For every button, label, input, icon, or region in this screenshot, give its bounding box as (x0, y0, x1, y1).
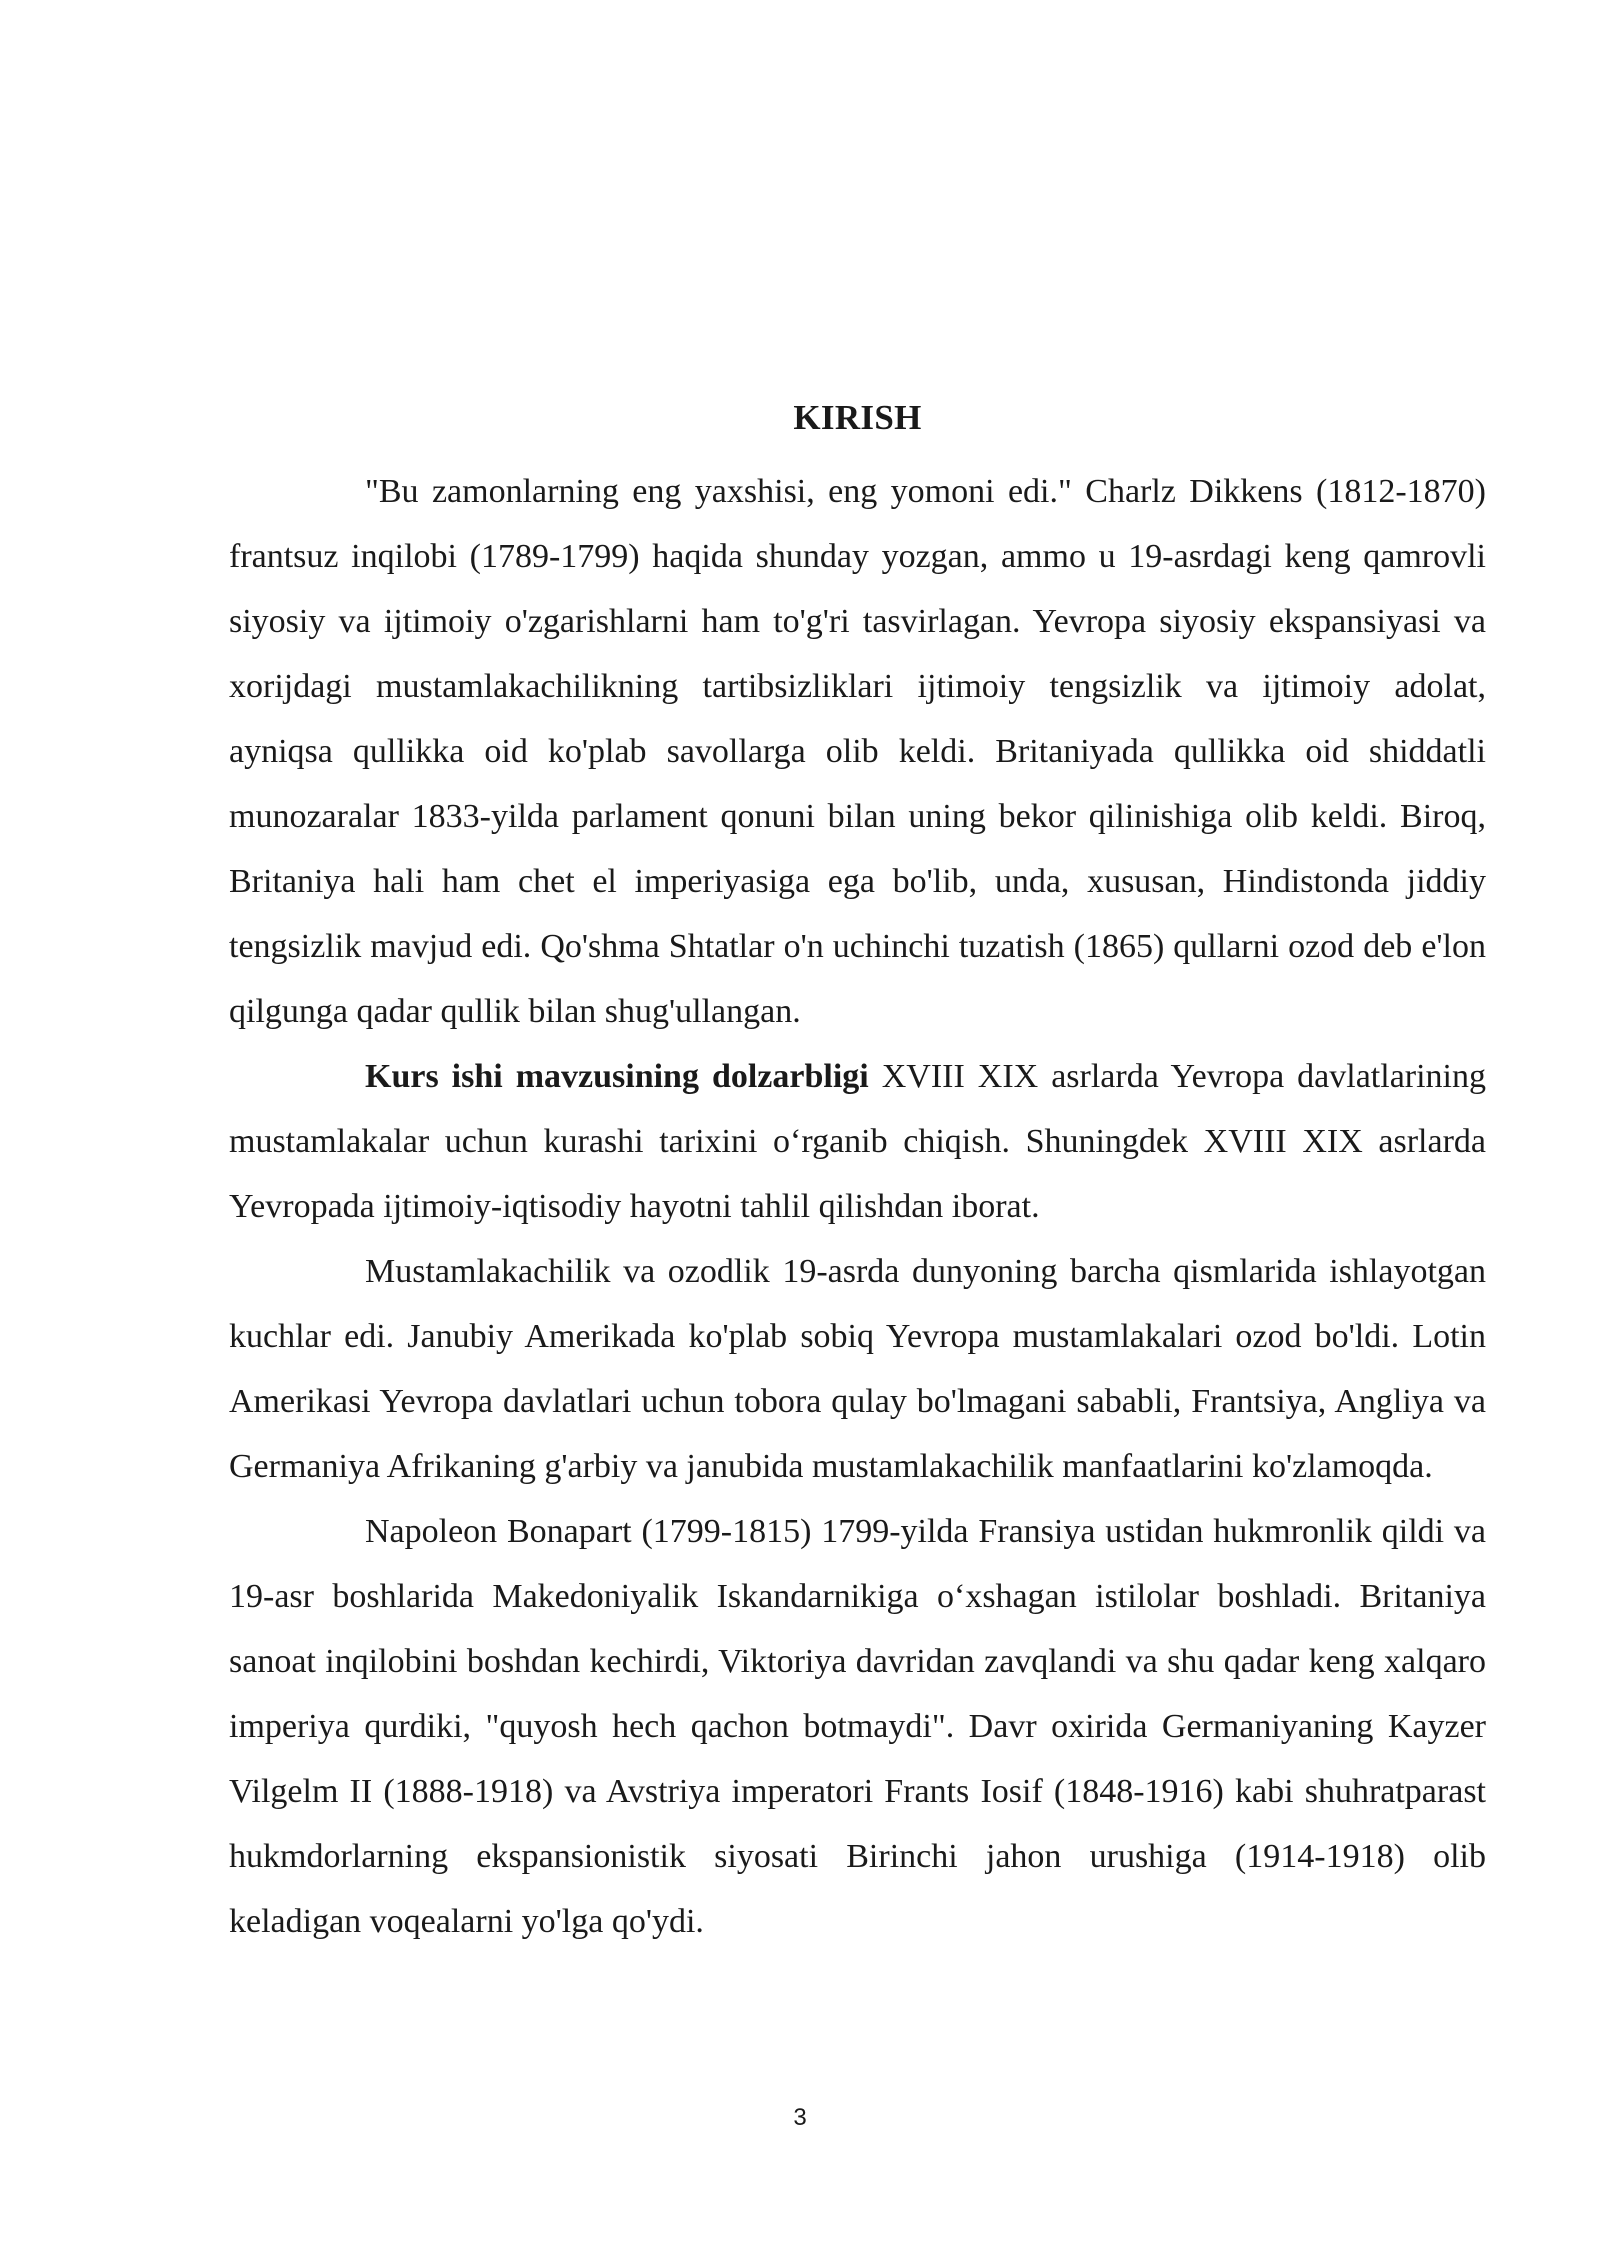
page-number: 3 (793, 2104, 807, 2131)
paragraph-colonialism-text: Mustamlakachilik va ozodlik 19-asrda dunyoning barcha qismlarida ishlayotgan kuchlar edi. Janubiy Amerikada ko'plab sobiq Yevropa mustamlakalari ozod bo'ldi. Lotin Amerikasi Yevropa davlatlari uchun tobora qulay bo'lmagani sababli, Frantsiya, Angliya va Germaniya Afrikaning g'arbiy va janubida mustamlakachilik manfaatlarini ko'zlamoqda. (229, 1253, 1486, 1485)
paragraph-intro-text: "Bu zamonlarning eng yaxshisi, eng yomoni edi." Charlz Dikkens (1812-1870) frantsuz inqilobi (1789-1799) haqida shunday yozgan, ammo u 19-asrdagi keng qamrovli siyosiy va ijtimoiy o'zgarishlarni ham to'g'ri tasvirlagan. Yevropa siyosiy ekspansiyasi va xorijdagi mustamlakachilikning tartibsizliklari ijtimoiy tengsizlik va ijtimoiy adolat, ayniqsa qullikka oid ko'plab savollarga olib keldi. Britaniyada qullikka oid shiddatli munozaralar 1833-yilda parlament qonuni bilan uning bekor qilinishiga olib keldi. Biroq, Britaniya hali ham chet el imperiyasiga ega bo'lib, unda, xususan, Hindistonda jiddiy tengsizlik mavjud edi. Qo'shma Shtatlar o'n uchinchi tuzatish (1865) qullarni ozod deb e'lon qilgunga qadar qullik bilan shug'ullangan. (229, 473, 1486, 1030)
paragraph-relevance (229, 1044, 1486, 1239)
paragraph-relevance-text: XVIII XIX asrlarda Yevropa davlatlarining mustamlakalar uchun kurashi tarixini oʻrganib chiqish. Shuningdek XVIII XIX asrlarda Yevropada ijtimoiy-iqtisodiy hayotni tahlil qilishdan iborat. (229, 1058, 1486, 1225)
document-page (229, 395, 1486, 1954)
paragraph-intro (229, 459, 1486, 1044)
page-title: KIRISH (793, 398, 922, 437)
paragraph-relevance-lead: Kurs ishi mavzusining dolzarbligi (365, 1058, 869, 1095)
paragraph-napoleon-text: Napoleon Bonapart (1799-1815) 1799-yilda Fransiya ustidan hukmronlik qildi va 19-asr boshlarida Makedoniyalik Iskandarnikiga oʻxshagan istilolar boshladi. Britaniya sanoat inqilobini boshdan kechirdi, Viktoriya davridan zavqlandi va shu qadar keng xalqaro imperiya qurdiki, "quyosh hech qachon botmaydi". Davr oxirida Germaniyaning Kayzer Vilgelm II (1888-1918) va Avstriya imperatori Frants Iosif (1848-1916) kabi shuhratparast hukmdorlarning ekspansionistik siyosati Birinchi jahon urushiga (1914-1918) olib keladigan voqealarni yo'lga qo'ydi. (229, 1513, 1486, 1940)
paragraph-colonialism (229, 1239, 1486, 1499)
paragraph-napoleon (229, 1499, 1486, 1954)
